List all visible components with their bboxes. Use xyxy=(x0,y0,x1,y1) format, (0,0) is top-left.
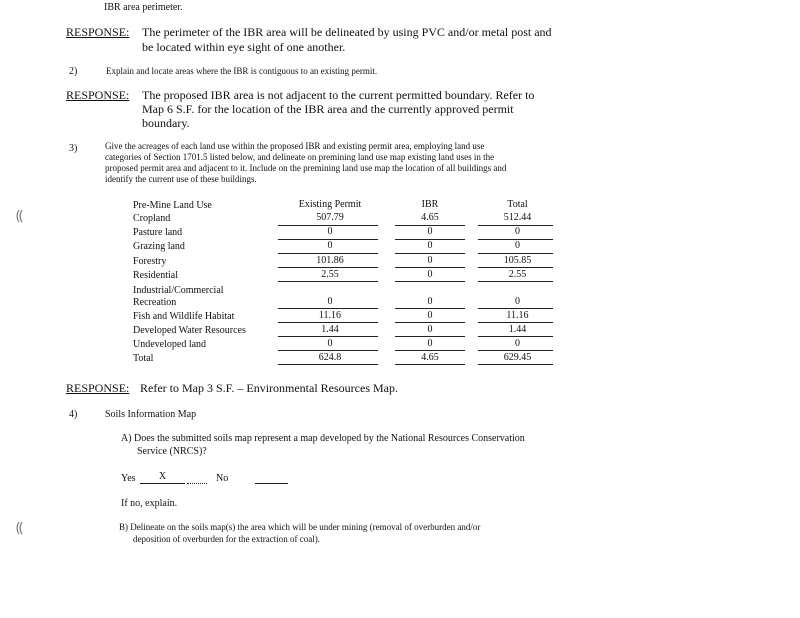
cell-underline xyxy=(478,281,553,282)
table-cell-ibr: 0 xyxy=(427,310,433,321)
cell-underline xyxy=(478,350,553,351)
cell-underline xyxy=(395,253,465,254)
cell-underline xyxy=(478,267,553,268)
no-answer-line xyxy=(255,483,288,484)
item-3-line-4: identify the current use of these buildings. xyxy=(105,174,257,184)
table-cell-ibr: 0 xyxy=(427,226,433,237)
item-3-line-2: categories of Section 1701.5 listed below, and delineate on premining land use map existing land uses in the xyxy=(105,152,495,162)
cell-underline xyxy=(278,267,378,268)
table-row-label: Grazing land xyxy=(133,241,185,252)
yes-answer-line xyxy=(140,483,185,484)
margin-bracket-mark: ⸨ xyxy=(16,209,24,224)
table-cell-existing: 101.86 xyxy=(316,255,344,266)
table-cell-ibr: 4.65 xyxy=(421,212,439,223)
table-cell-total: 0 xyxy=(515,296,520,307)
response-3-label: RESPONSE: xyxy=(66,381,130,395)
response-2-label: RESPONSE: xyxy=(66,88,130,102)
cell-underline xyxy=(395,364,465,365)
cell-underline xyxy=(395,267,465,268)
response-2-line-2: Map 6 S.F. for the location of the IBR area and the currently approved permit xyxy=(142,102,514,116)
cell-underline xyxy=(478,336,553,337)
explain-label: If no, explain. xyxy=(121,498,178,509)
cell-underline xyxy=(395,336,465,337)
table-cell-existing: 11.16 xyxy=(318,310,342,321)
table-row-label: Total xyxy=(133,353,154,364)
table-header-existing: Existing Permit xyxy=(298,199,362,210)
response-1-line-2: be located within eye sight of one another. xyxy=(142,40,346,54)
cell-underline xyxy=(278,308,378,309)
table-row-label: Recreation xyxy=(133,297,177,308)
cell-underline xyxy=(278,281,378,282)
table-cell-existing: 0 xyxy=(327,226,333,237)
table-cell-total: 0 xyxy=(515,226,520,237)
table-cell-ibr: 0 xyxy=(427,269,433,280)
table-cell-ibr: 0 xyxy=(427,338,433,349)
table-header-ibr: IBR xyxy=(421,199,439,210)
soils-question-a-line-1: A) Does the submitted soils map represent a map developed by the National Resources Conservation xyxy=(121,433,525,444)
cell-underline xyxy=(278,350,378,351)
table-cell-ibr: 0 xyxy=(427,324,433,335)
cell-underline xyxy=(395,281,465,282)
no-label: No xyxy=(216,473,229,484)
cell-underline xyxy=(395,308,465,309)
table-cell-total: 0 xyxy=(515,240,520,251)
cell-underline xyxy=(478,322,553,323)
item-2-number: 2) xyxy=(69,66,78,77)
cell-underline xyxy=(478,253,553,254)
cell-underline xyxy=(278,322,378,323)
item-2-text: Explain and locate areas where the IBR is contiguous to an existing permit. xyxy=(106,66,378,76)
table-cell-existing: 0 xyxy=(327,338,333,349)
soils-question-a-line-2: Service (NRCS)? xyxy=(137,446,207,457)
top-fragment: IBR area perimeter. xyxy=(104,2,183,13)
table-cell-ibr: 0 xyxy=(427,296,433,307)
table-row-label: Cropland xyxy=(133,213,171,224)
response-2-line-3: boundary. xyxy=(142,116,190,130)
soils-question-b-line-1: B) Delineate on the soils map(s) the area which will be under mining (removal of overburden and/or xyxy=(119,522,481,532)
table-cell-total: 629.45 xyxy=(503,352,532,363)
cell-underline xyxy=(278,336,378,337)
response-3-text: Refer to Map 3 S.F. – Environmental Resources Map. xyxy=(140,381,398,395)
table-cell-existing: 2.55 xyxy=(321,269,339,280)
table-cell-existing: 624.8 xyxy=(318,352,342,363)
table-cell-existing: 507.79 xyxy=(316,212,344,223)
table-cell-existing: 0 xyxy=(327,296,333,307)
table-cell-ibr: 0 xyxy=(427,240,433,251)
item-4-number: 4) xyxy=(69,409,78,420)
yes-answer-value: X xyxy=(158,471,167,482)
response-2-line-1: The proposed IBR area is not adjacent to the current permitted boundary. Refer to xyxy=(142,88,535,102)
cell-underline xyxy=(478,308,553,309)
cell-underline xyxy=(478,364,553,365)
table-cell-ibr: 4.65 xyxy=(421,352,439,363)
table-cell-existing: 1.44 xyxy=(321,324,339,335)
table-row-label: Undeveloped land xyxy=(133,339,207,350)
table-row-label: Pasture land xyxy=(133,227,183,238)
table-header-total: Total xyxy=(507,199,528,210)
response-1-label: RESPONSE: xyxy=(66,25,130,39)
soils-question-b-line-2: deposition of overburden for the extraction of coal). xyxy=(133,534,320,544)
yes-label: Yes xyxy=(121,473,136,484)
table-header-land-use: Pre-Mine Land Use xyxy=(133,200,212,211)
table-cell-total: 0 xyxy=(515,338,520,349)
cell-underline xyxy=(278,253,378,254)
table-cell-ibr: 0 xyxy=(427,255,433,266)
table-cell-total: 105.85 xyxy=(503,255,532,266)
item-3-number: 3) xyxy=(69,143,78,154)
table-row-label: Fish and Wildlife Habitat xyxy=(133,311,235,322)
cell-underline xyxy=(395,350,465,351)
table-cell-total: 1.44 xyxy=(508,324,527,335)
table-row-label: Developed Water Resources xyxy=(133,325,246,336)
response-1-line-1: The perimeter of the IBR area will be delineated by using PVC and/or metal post and xyxy=(142,25,552,39)
table-row-label: Industrial/Commercial xyxy=(133,285,224,296)
table-row-label: Forestry xyxy=(133,256,167,267)
table-cell-total: 11.16 xyxy=(506,310,529,321)
cell-underline xyxy=(395,322,465,323)
table-cell-existing: 0 xyxy=(327,240,333,251)
table-cell-total: 2.55 xyxy=(508,269,527,280)
item-4-text: Soils Information Map xyxy=(105,409,197,420)
item-3-line-1: Give the acreages of each land use within the proposed IBR and existing permit area, employing land use xyxy=(105,141,485,151)
table-row-label: Residential xyxy=(133,270,178,281)
table-cell-total: 512.44 xyxy=(503,212,532,223)
yes-answer-line xyxy=(187,483,207,484)
margin-bracket-mark: ⸨ xyxy=(16,521,24,536)
item-3-line-3: proposed permit area and adjacent to it. Include on the premining land use map the location of all buildings and xyxy=(105,163,507,173)
cell-underline xyxy=(278,364,378,365)
